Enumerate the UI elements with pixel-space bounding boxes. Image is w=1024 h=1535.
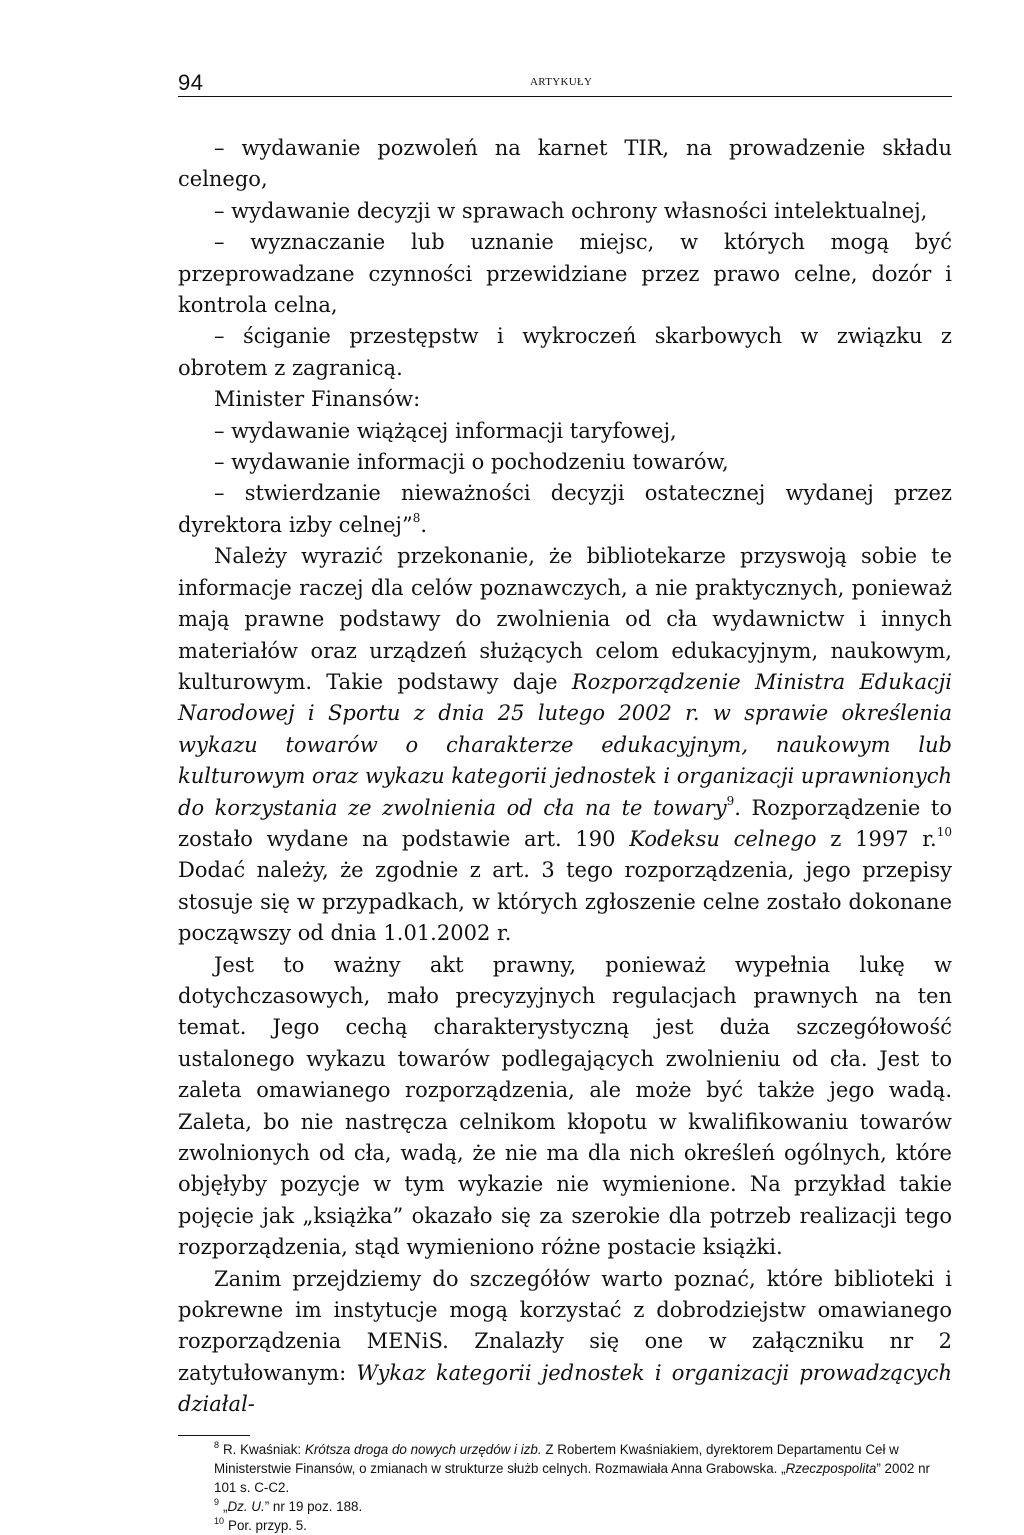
section-title: ARTYKUŁY (530, 76, 593, 88)
regulation-title: Rozporządzenie Ministra Edukacji Narodowej i Sportu z dnia 25 lutego 2002 r. w sprawie określenia wykazu towarów o charakterze edukacyjnym, naukowym lub kulturowym oraz wykazu kategorii jednostek i organizacji uprawnionych do korzystania ze zwolnienia od cła na te towary (178, 669, 952, 820)
footnote-source: Rzeczpospolita (785, 1460, 877, 1476)
list-item-text: – wydawanie wiążącej informacji taryfowej, (214, 418, 677, 443)
footnote-text: ” nr 19 poz. 188. (264, 1498, 363, 1514)
footnote-title: Krótsza droga do nowych urzędów i izb. (304, 1441, 542, 1457)
list-item-text: – ściganie przestępstw i wykroczeń skarbowych w związku z obrotem z zagranicą. (178, 324, 952, 380)
footnote-text: R. Kwaśniak: (223, 1441, 305, 1457)
list-item (178, 447, 952, 478)
list-item-text: – wyznaczanie lub uznanie miejsc, w których mogą być przeprowadzane czynności przewidziane przez prawo celne, dozór i kontrola celna, (178, 230, 952, 318)
paragraph-text: Jest to ważny akt prawny, ponieważ wypełnia lukę w dotychczasowych, mało precyzyjnych regulacjach prawnych na ten temat. Jego cechą charakterystyczną jest duża szczegółowość ustalonego wykazu towarów podlegających zwolnieniu od cła. Jest to zaleta omawianego rozporządzenia, ale może być także jego wadą. Zaleta, bo nie nastręcza celnikom kłopotu w kwalifikowaniu towarów zwolnionych od cła, wadą, że nie ma dla nich określeń ogólnych, które objęłyby pozycje w tym wykazie nie wymienione. Na przykład takie pojęcie jak „książka” okazało się za szerokie dla potrzeb realizacji tego rozporządzenia, stąd wymieniono różne postacie książki. (178, 952, 952, 1260)
list-item (178, 416, 952, 447)
code-title: Kodeksu celnego (629, 826, 817, 851)
list-item (178, 478, 952, 541)
paragraph-text: Należy wyrazić przekonanie, że bibliotekarze przyswoją sobie te informacje raczej dla celów poznawczych, a nie praktycznych, ponieważ mają prawne podstawy do zwolnienia od cła wydawnictw i innych materiałów oraz urządzeń służących celom edukacyjnym, naukowym, kulturowym. Takie podstawy daje (178, 544, 952, 694)
list-item (178, 321, 952, 384)
footnote-text: Z Robertem Kwaśniakiem, dyrektorem Departamentu Ceł w Ministerstwie Finansów, o zmianach w strukturze służb celnych. Rozmawiała Anna Grabowska. „ (214, 1441, 899, 1476)
footnote-number: 9 (214, 1496, 220, 1507)
footnote-8 (178, 1440, 952, 1497)
paragraph-text: . Rozporządzenie to zostało wydane na podstawie art. 190 (178, 795, 952, 851)
annex-title: Wykaz kategorii jednostek i organizacji prowadzących działal- (178, 1360, 952, 1417)
paragraph-text: Zanim przejdziemy do szczegółów warto poznać, które biblioteki i pokrewne im instytucje mogą korzystać z dobrodziejstw omawianego rozporządzenia MENiS. Znalazły się one w załączniku nr 2 zatytułowanym: (178, 1266, 952, 1385)
footnote-9 (178, 1497, 952, 1516)
list-heading-text: Minister Finansów: (214, 387, 421, 412)
list-heading (178, 384, 952, 415)
footnote-text: „ (223, 1498, 228, 1514)
list-item-text: – wydawanie pozwoleń na karnet TIR, na prowadzenie składu celnego, (178, 136, 952, 192)
list-item (178, 227, 952, 321)
list-item-text: – stwierdzanie nieważności decyzji ostatecznej wydanej przez dyrektora izby celnej” (178, 481, 952, 537)
paragraph-3 (178, 1264, 952, 1421)
page-number: 94 (178, 70, 204, 95)
list-item-text: – wydawanie informacji o pochodzeniu towarów, (214, 450, 729, 475)
footnote-ref-9[interactable]: 9 (726, 793, 735, 808)
paragraph-1 (178, 541, 952, 949)
footnotes (178, 1440, 952, 1535)
footnote-source: Dz. U. (227, 1498, 265, 1514)
list-item (178, 196, 952, 227)
punctuation: . (420, 512, 428, 537)
footnote-number: 10 (214, 1515, 225, 1526)
body-text (178, 133, 952, 1421)
footnote-number: 8 (214, 1439, 220, 1450)
paragraph-2 (178, 950, 952, 1264)
footnote-divider (178, 1435, 250, 1436)
footnote-ref-8[interactable]: 8 (412, 510, 421, 525)
footnote-ref-10[interactable]: 10 (936, 824, 952, 839)
paragraph-text: z 1997 r. (816, 826, 937, 851)
footnote-text: ” 2002 nr 101 s. C-C2. (214, 1460, 930, 1495)
footnote-text: Por. przyp. 5. (228, 1517, 307, 1533)
running-header (178, 68, 952, 97)
list-item-text: – wydawanie decyzji w sprawach ochrony własności intelektualnej, (214, 198, 928, 223)
document-page (178, 68, 952, 1535)
list-item (178, 133, 952, 196)
paragraph-text: Dodać należy, że zgodnie z art. 3 tego rozporządzenia, jego przepisy stosuje się w przypadkach, w których zgłoszenie celne zostało dokonane począwszy od dnia 1.01.2002 r. (178, 858, 952, 946)
footnote-10 (178, 1516, 952, 1535)
